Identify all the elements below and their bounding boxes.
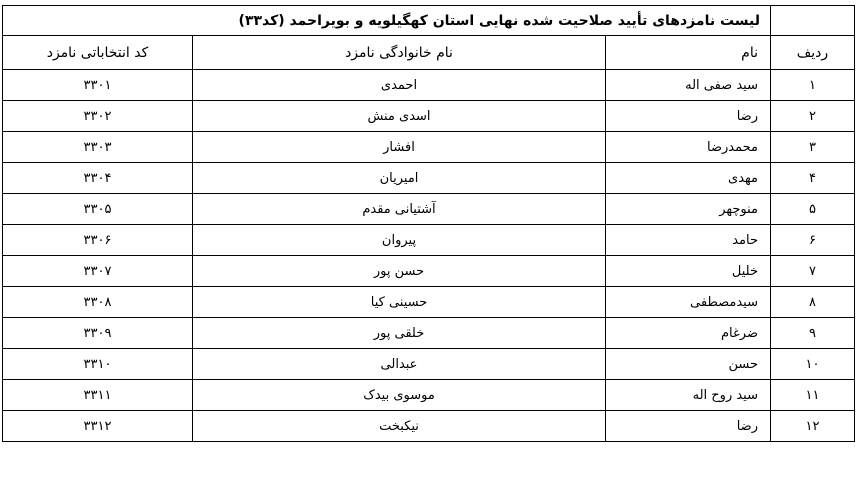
cell-radif: ۶ [771,225,855,256]
table-row [3,349,855,380]
cell-name: رضا [606,101,771,132]
header-name: نام [606,36,771,70]
cell-family: خلقی پور [193,318,606,349]
cell-family: امیریان [193,163,606,194]
table-row [3,132,855,163]
cell-family: نیکبخت [193,411,606,442]
table-row [3,256,855,287]
header-row [3,36,855,70]
header-family: نام خانوادگی نامزد [193,36,606,70]
cell-name: سید صفی اله [606,70,771,101]
cell-code: ۳۳۰۸ [3,287,193,318]
cell-name: رضا [606,411,771,442]
cell-code: ۳۳۰۷ [3,256,193,287]
cell-radif: ۴ [771,163,855,194]
cell-code: ۳۳۱۲ [3,411,193,442]
cell-radif: ۷ [771,256,855,287]
table-row [3,287,855,318]
cell-name: ضرغام [606,318,771,349]
table-row [3,163,855,194]
cell-code: ۳۳۰۹ [3,318,193,349]
cell-name: خلیل [606,256,771,287]
candidates-table [2,5,855,442]
cell-name: مهدی [606,163,771,194]
cell-radif: ۱ [771,70,855,101]
cell-radif: ۲ [771,101,855,132]
cell-code: ۳۳۰۴ [3,163,193,194]
title-row [3,6,855,36]
table-row [3,70,855,101]
cell-radif: ۱۰ [771,349,855,380]
cell-name: محمدرضا [606,132,771,163]
table-row [3,380,855,411]
cell-code: ۳۳۰۱ [3,70,193,101]
table-row [3,194,855,225]
cell-family: حسن پور [193,256,606,287]
title-empty-cell [771,6,855,36]
cell-radif: ۹ [771,318,855,349]
cell-code: ۳۳۰۳ [3,132,193,163]
table-row [3,101,855,132]
cell-name: منوچهر [606,194,771,225]
cell-code: ۳۳۱۰ [3,349,193,380]
header-radif: ردیف [771,36,855,70]
cell-name: سیدمصطفی [606,287,771,318]
cell-family: حسینی کیا [193,287,606,318]
table-title: لیست نامزدهای تأیید صلاحیت شده نهایی استان کهگیلویه و بویراحمد (کد۳۳) [3,6,771,36]
cell-name: سید روح اله [606,380,771,411]
cell-name: حسن [606,349,771,380]
header-code: کد انتخاباتی نامزد [3,36,193,70]
cell-family: احمدی [193,70,606,101]
cell-code: ۳۳۰۶ [3,225,193,256]
cell-code: ۳۳۱۱ [3,380,193,411]
cell-family: افشار [193,132,606,163]
cell-family: عبدالی [193,349,606,380]
table-row [3,225,855,256]
cell-radif: ۳ [771,132,855,163]
cell-family: پیروان [193,225,606,256]
cell-radif: ۵ [771,194,855,225]
cell-code: ۳۳۰۲ [3,101,193,132]
cell-family: اسدی منش [193,101,606,132]
cell-radif: ۱۱ [771,380,855,411]
cell-family: موسوی بیدک [193,380,606,411]
cell-radif: ۸ [771,287,855,318]
cell-code: ۳۳۰۵ [3,194,193,225]
cell-name: حامد [606,225,771,256]
cell-radif: ۱۲ [771,411,855,442]
cell-family: آشتیانی مقدم [193,194,606,225]
table-row [3,318,855,349]
table-row [3,411,855,442]
